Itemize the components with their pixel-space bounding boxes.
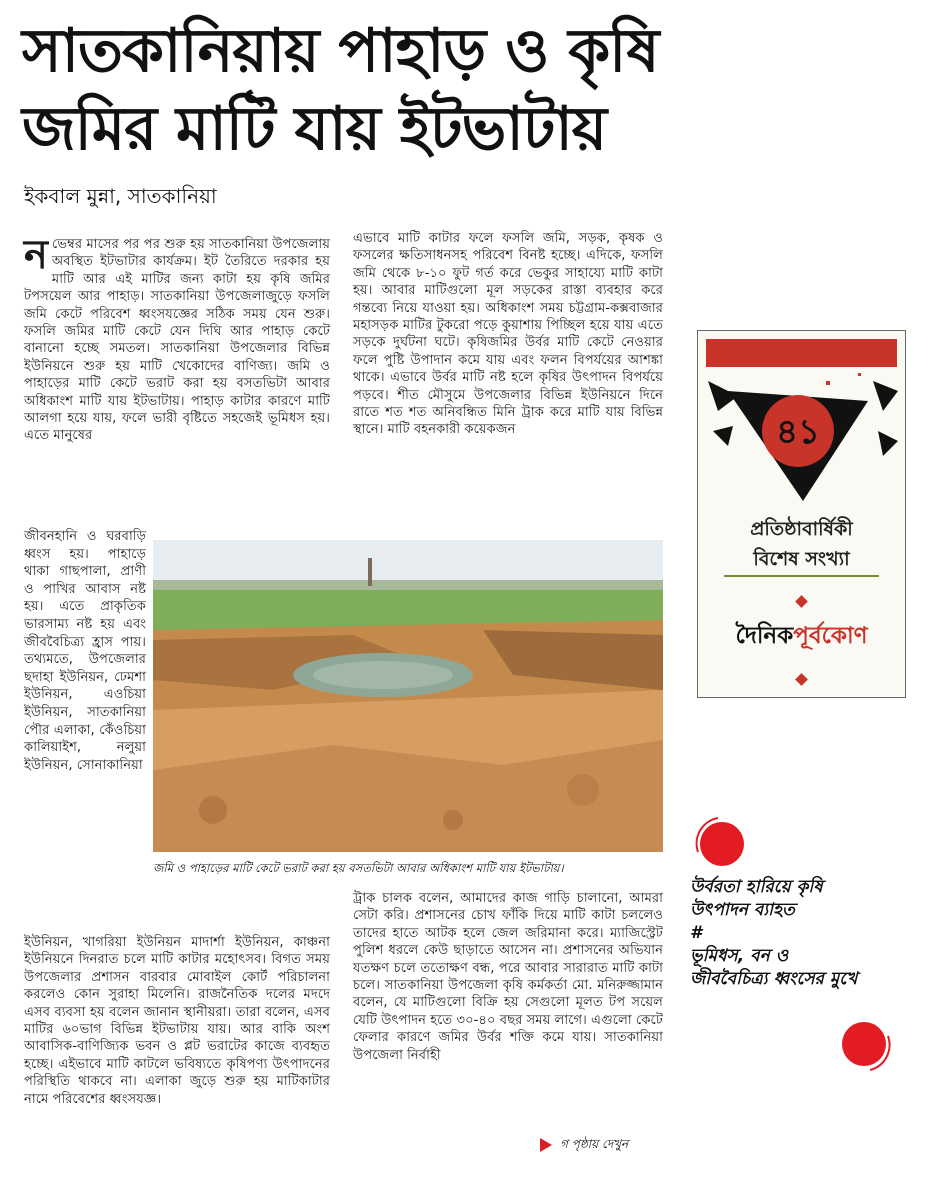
article-col2-top: এভাবে মাটি কাটার ফলে ফসলি জমি, সড়ক, কৃষক ও ফসলের ক্ষতিসাধনসহ পরিবেশ বিনষ্ট হচ্ছে। এদিকে, ফসলি জমি থেকে ৮-১০ ফুট গর্ত করে ভেকুর সাহায্যে মাটি কাটা হয়। আবার মাটিগুলো মূল সড়কের রাস্তা ব্যবহার করে গন্তব্যে নিয়ে যাওয়া হয়। অধিকাংশ সময় চট্টগ্রাম-কক্সবাজার মহাসড়ক মাটির টুকরো পড়ে কুয়াশায় পিচ্ছিল হয়ে যায় এতে সড়কে দুর্ঘটনা ঘটে। কৃষিজমির উর্বর মাটি কেটে নেওয়ার ফলে পুষ্টি উপাদান কমে যায় এবং ফলন বিপর্যয়ের আশঙ্কা থাকে। এভাবে উর্বর মাটি নষ্ট হলে কৃষির উৎপাদন বিপর্যয়ে পড়বে। শীত মৌসুমে উপজেলার বিভিন্ন ইউনিয়নে দিনে রাতে শত শত অনিবন্ধিত মিনি ট্রাক করে মাটি যায় বিভিন্ন স্থানে। মাটি বহনকারী কয়েকজন bbox=[353, 231, 663, 438]
side-note-line-3: ভূমিধস, বন ও bbox=[690, 946, 789, 966]
col1-top-text: ভেম্বর মাসের পর পর শুরু হয় সাতকানিয়া উপজেলায় অবস্থিত ইটভাটার কার্যক্রম। ইট তৈরিতে দরকার হয় মাটি আর এই মাটির জন্য কাটা হয় কৃষি জমির টপসয়েল আর পাহাড়। সাতকানিয়া উপজেলাজুড়ে ফসলি জমি কেটে পরিবেশ ধ্বংসযজ্ঞের সঠিক সময় যেন শুরু। ফসলি জমির মাটি কেটে যেন দিঘি আর পাহাড় কেটে বানানো হচ্ছে সমতল। সাতকানিয়া উপজেলার বিভিন্ন ইউনিয়নে শুরু হয় মাটি খেকোদের বাণিজ্য। জমি ও পাহাড়ের মাটি কেটে ভরাট করা হয় বসতভিটা আবার অধিকাংশ মাটি যায় ইটভাটায়। পাহাড় কাটার কারণে মাটি আলগা হয়ে যায়, ফলে ভারী বৃষ্টিতে সহজেই ভূমিধস হয়। এতে মানুষের bbox=[24, 237, 330, 444]
promo-brand bbox=[698, 617, 905, 656]
promo-rule bbox=[724, 575, 879, 577]
side-note-line-4: জীববৈচিত্র্য ধ্বংসের মুখে bbox=[690, 969, 858, 989]
brand-part-1: দৈনিক bbox=[735, 623, 794, 649]
headline-line-1: সাতকানিয়ায় পাহাড় ও কৃষি bbox=[22, 16, 659, 86]
continuation-text: গ পৃষ্ঠায় দেখুন bbox=[560, 1137, 629, 1151]
side-note-line-1: উর্বরতা হারিয়ে কৃষি bbox=[690, 877, 823, 897]
headline-line-2: জমির মাটি যায় ইটভাটায় bbox=[22, 94, 607, 164]
diamond-icon-bottom bbox=[795, 673, 808, 686]
article-col2-bottom: ট্রাক চালক বলেন, আমাদের কাজ গাড়ি চালানো, আমরা সেটা করি। প্রশাসনের চোখ ফাঁকি দিয়ে মাটি কাটা চললেও তাদের হাতে আটক হলে জেল জরিমানা করে। ম্যাজিস্ট্রেট পুলিশ ধরলে কেউ ছাড়াতে আসেন না। প্রশাসনের অভিযান যতক্ষণ চলে ততোক্ষণ বন্ধ, পরে আবার সারারাত মাটি কাটা চলে। সাতকানিয়া উপজেলা কৃষি কর্মকর্তা মো. মনিরুজ্জামান বলেন, যে মাটিগুলো বিক্রি হয় সেগুলো মূলত টপ সয়েল যেটি উৎপাদন হতে ৩০-৪০ বছর সময় লাগে। এগুলো কেটে ফেলার কারণে জমির উর্বর শক্তি কমে যায়। সাতকানিয়া উপজেলা নির্বাহী bbox=[353, 891, 663, 1063]
photo-illustration bbox=[153, 540, 663, 852]
promo-number: ৪১ bbox=[775, 412, 821, 452]
article-photo bbox=[153, 540, 663, 852]
article-col1-top bbox=[24, 232, 330, 445]
promo-emblem-icon bbox=[698, 371, 905, 511]
promo-red-bar bbox=[706, 339, 897, 367]
anniversary-promo bbox=[697, 330, 906, 698]
dropcap: ন bbox=[24, 232, 48, 278]
brand-part-2: পূর্বকোণ bbox=[793, 623, 868, 649]
photo-caption: জমি ও পাহাড়ের মাটি কেটে ভরাট করা হয় বসতভিটা আবার অধিকাংশ মাটি যায় ইটভাটায়। bbox=[153, 861, 564, 875]
continuation-link[interactable] bbox=[540, 1136, 628, 1156]
promo-line-1: প্রতিষ্ঠাবার্ষিকী bbox=[750, 518, 853, 540]
side-note-line-2: উৎপাদন ব্যাহত bbox=[690, 900, 795, 920]
side-note-hash: # bbox=[690, 923, 702, 943]
red-circle-icon-bottom bbox=[836, 1016, 896, 1076]
byline: ইকবাল মুন্না, সাতকানিয়া bbox=[24, 184, 217, 208]
article-col1-narrow: জীবনহানি ও ঘরবাড়ি ধ্বংস হয়। পাহাড়ে থাকা গাছপালা, প্রাণী ও পাখির আবাস নষ্ট হয়। এতে প্রাকৃতিক ভারসাম্য নষ্ট হয় এবং জীববৈচিত্র্য হ্রাস পায়। তথ্যমতে, উপজেলার ছদাহা ইউনিয়ন, ঢেমশা ইউনিয়ন, এওচিয়া ইউনিয়ন, সাতকানিয়া পৌর এলাকা, কেঁওচিয়া কালিয়াইশ, নলুয়া ইউনিয়ন, সোনাকানিয়া bbox=[24, 529, 146, 773]
play-arrow-icon bbox=[540, 1138, 552, 1152]
headline bbox=[22, 12, 722, 168]
side-note bbox=[690, 876, 920, 991]
diamond-icon bbox=[795, 595, 808, 608]
promo-line-2: বিশেষ সংখ্যা bbox=[753, 548, 850, 570]
article-col1-bottom: ইউনিয়ন, খাগরিয়া ইউনিয়ন মাদার্শা ইউনিয়ন, কাঞ্চনা ইউনিয়নে দিনরাত চলে মাটি কাটার মহোৎসব। বিগত সময় উপজেলার প্রশাসন বারবার মোবাইল কোর্ট পরিচালনা করলেও কোন সুরাহা মিলেনি। রাজনৈতিক দলের মদদে এসব ব্যবসা হয় বলেন জানান স্থানীয়রা। তারা বলেন, এসব মাটির ৬০ভাগ বিভিন্ন ইটভাটায় যায়। আর বাকি অংশ আবাসিক-বাণিজ্যিক ভবন ও প্লট ভরাটের কাজে ব্যবহৃত হচ্ছে। এইভাবে মাটি কাটলে ভবিষ্যতে কৃষিপণ্য উৎপাদনের পরিস্থিতি থাকবে না। এলাকা জুড়ে শুরু হয় মাটিকাটার নামে পরিবেশের ধ্বংসযজ্ঞ। bbox=[24, 935, 330, 1107]
red-circle-icon-top bbox=[690, 812, 750, 872]
